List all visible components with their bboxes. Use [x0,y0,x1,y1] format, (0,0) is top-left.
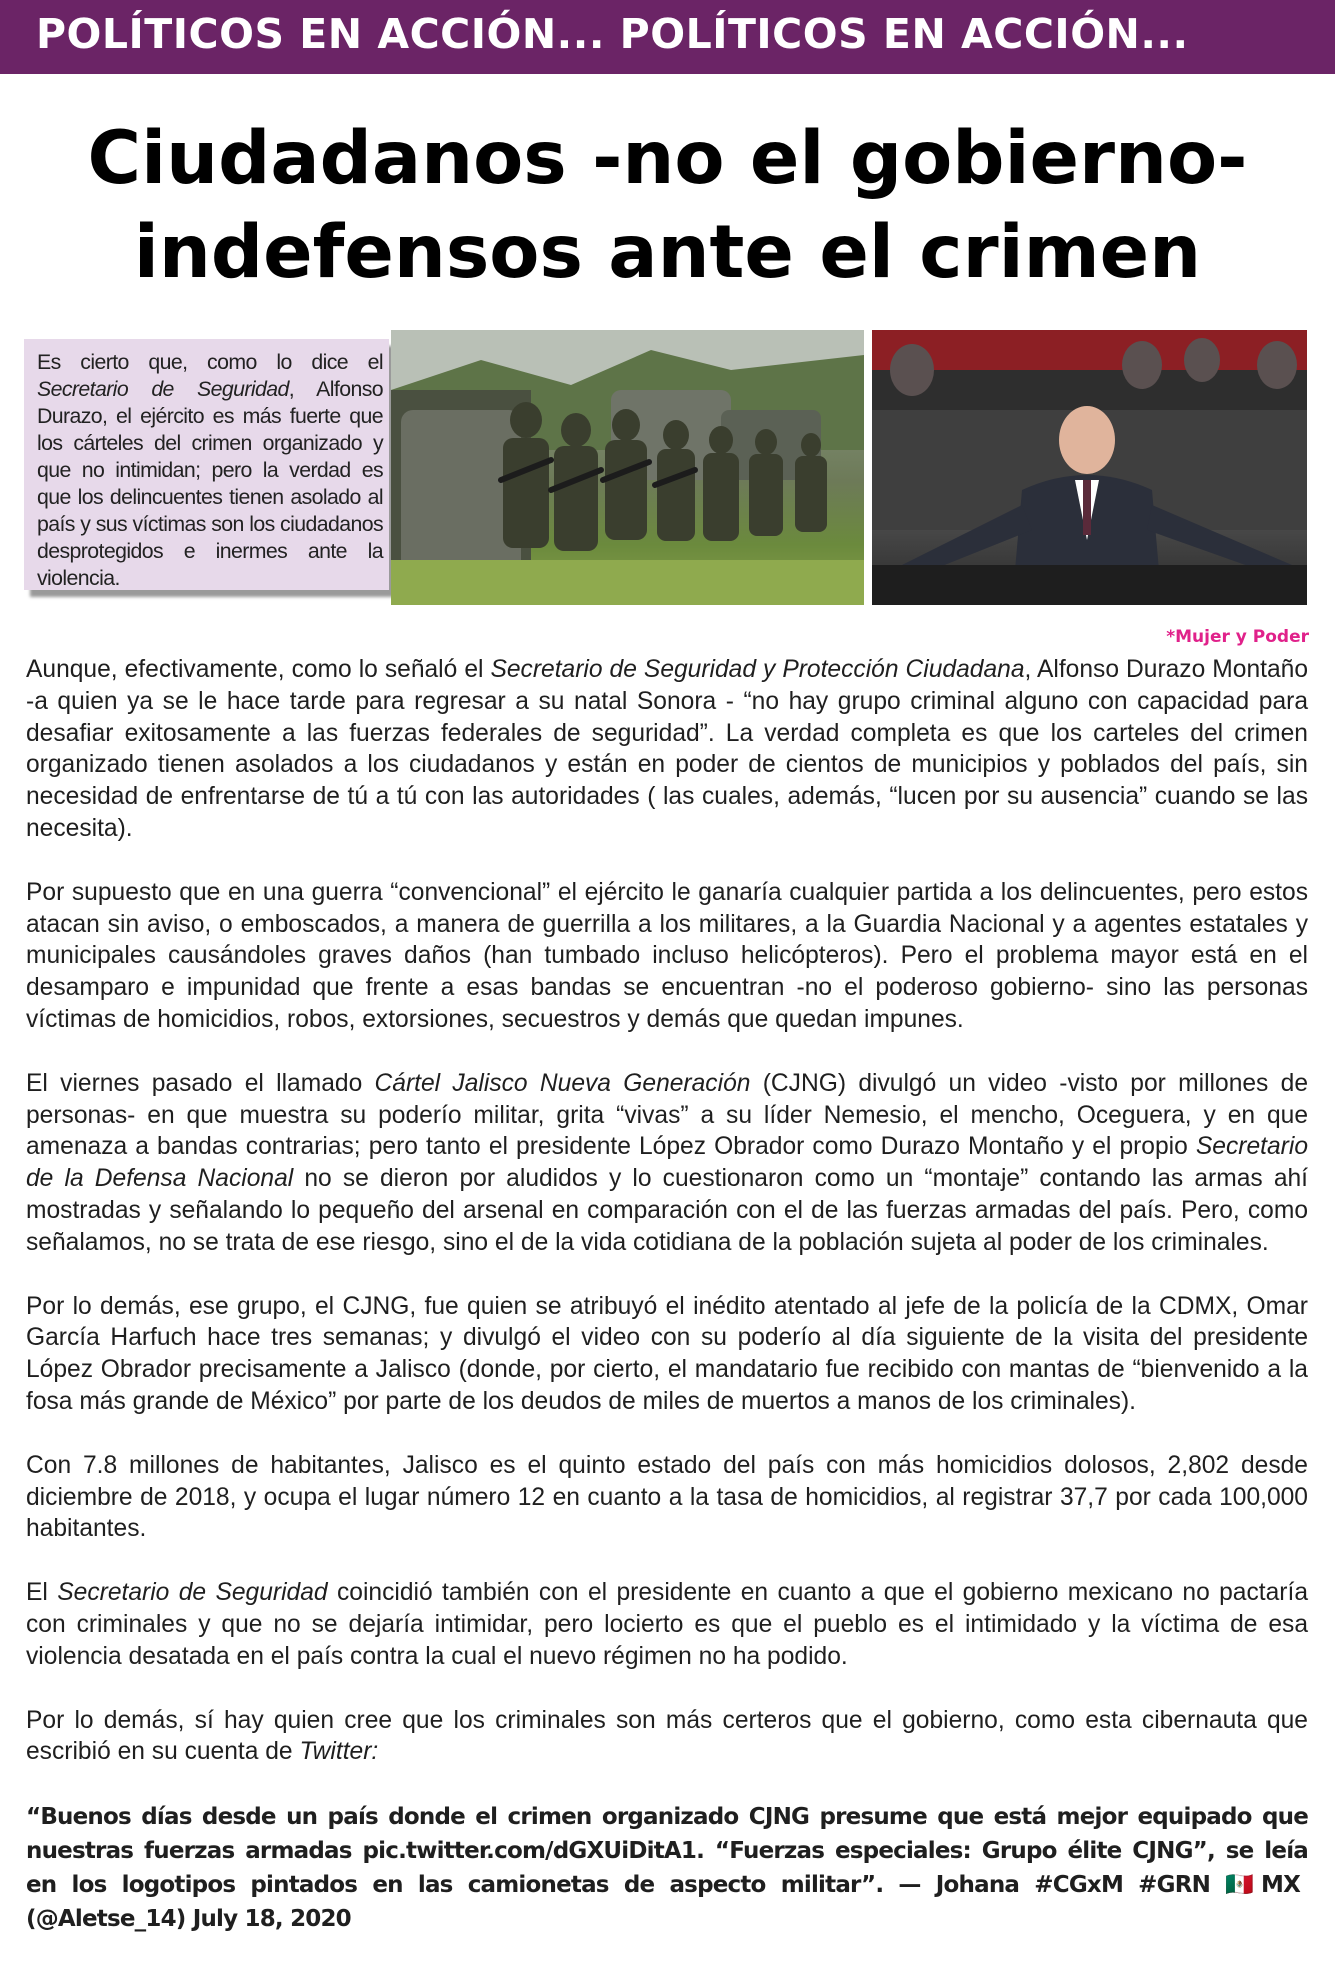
paragraph-6 [26,1577,1308,1672]
summary-text-italic: Secretario de Seguridad [37,377,289,401]
text-italic: Twitter: [299,1738,379,1766]
text-part: coincidió también con el presidente en cuanto a que el gobierno mexicano no pactaría con criminales y que no se dejaría intimidar, pero locierto es que el pueblo es el intimidado y la víctima de esa violencia desatada en el país contra la cual el nuevo régimen no ha podido. [26,1579,1308,1670]
banner-text: POLÍTICOS EN ACCIÓN... POLÍTICOS EN ACCIÓN... [36,10,1189,58]
text-part: no se dieron por aludidos y lo cuestionaron como un “montaje” contando las armas ahí mostradas y señalando lo pequeño del arsenal en comparación con el de las fuerzas armadas del país. Pero, como señalamos, no se trata de ese riesgo, sino el de la vida cotidiana de la población sujeta al poder de los criminales. [26,1165,1309,1256]
summary-text-part: , Alfonso Durazo, el ejército es más fuerte que los cárteles del crimen organizado y que no intimidan; pero la verdad es que los delincuentes tienen asolado al país y sus víctimas son los ciudadanos desprotegidos e inermes ante la violencia. [37,377,383,590]
text-part: Por lo demás, sí hay quien cree que los criminales son más certeros que el gobierno, como esta cibernauta que escribió en su cuenta de [26,1706,1308,1766]
text-part: El [26,1579,58,1607]
paragraph-3 [26,1068,1308,1259]
paragraph-4: Por lo demás, ese grupo, el CJNG, fue quien se atribuyó el inédito atentado al jefe de la policía de la CDMX, Omar García Harfuch hace tres semanas; y divulgó el video con su poderío al día siguiente de la visita del presidente López Obrador precisamente a Jalisco (donde, por cierto, el mandatario fue recibido con mantas de “bienvenido a la fosa más grande de México” por parte de los deudos de miles de muertos a manos de los criminales). [26,1292,1308,1415]
secretary-photo [872,330,1307,605]
headline-line-1: Ciudadanos -no el gobierno- [87,116,1248,201]
headline [0,112,1335,300]
congress-illustration [872,330,1307,605]
summary-text-part: Es cierto que, como lo dice el [37,350,383,374]
text-italic: Cártel Jalisco Nueva Generación [374,1069,751,1097]
text-part: (CJNG) divulgó un video -visto por millones de personas- en que muestra su poderío militar, grita “vivas” a su líder Nemesio, el mencho, Oceguera, y en que amenaza a bandas contrarias; pero tanto el presidente López Obrador como Durazo Montaño y el propio [26,1069,1308,1161]
paragraph-7 [26,1705,1308,1769]
text-italic: Secretario de Seguridad [57,1579,328,1607]
soldiers-illustration [391,330,864,605]
paragraph-2: Por supuesto que en una guerra “convencional” el ejército le ganaría cualquier partida a los delincuentes, pero estos atacan sin aviso, o emboscados, a manera de guerrilla a los militares, a la Guardia Nacional y a agentes estatales y municipales causándoles graves daños (han tumbado incluso helicópteros). Pero el problema mayor está en el desamparo e impunidad que frente a esas bandas se encuentran -no el poderoso gobierno- sino las personas víctimas de homicidios, robos, extorsiones, secuestros y demás que quedan impunes. [26,878,1308,1033]
article-body [26,654,1308,1968]
paragraph-1 [26,654,1308,845]
source-credit: *Mujer y Poder [1166,627,1309,647]
tweet-quote: “Buenos días desde un país donde el crimen organizado CJNG presume que está mejor equipado que nuestras fuerzas armadas pic.twitter.com/dGXUiDitA1. “Fuerzas especiales: Grupo élite CJNG”, se leía en los logotipos pintados en las camionetas de aspecto militar”. — Johana #CGxM #GRN 🇲🇽MX (@Aletse_14) July 18, 2020 [26,1804,1308,1933]
text-part: , Alfonso Durazo Montaño -a quien ya se le hace tarde para regresar a su natal Sonora - “no hay grupo criminal alguno con capacidad para desafiar exitosamente a las fuerzas federales de seguridad”. La verdad completa es que los carteles del crimen organizado tienen asolados a los ciudadanos y están en poder de cientos de municipios y poblados del país, sin necesidad de enfrentarse de tú a tú con las autoridades ( las cuales, además, “lucen por su ausencia” cuando se las necesita). [26,656,1308,842]
paragraph-5: Con 7.8 millones de habitantes, Jalisco es el quinto estado del país con más homicidios dolosos, 2,802 desde diciembre de 2018, y ocupa el lugar número 12 en cuanto a la tasa de homicidios, al registrar 37,7 por cada 100,000 habitantes. [26,1451,1308,1543]
text-part: Aunque, efectivamente, como lo señaló el [26,656,491,683]
summary-text [37,349,383,592]
text-italic: Secretario de Seguridad y Protección Ciudadana [490,656,1025,683]
soldiers-photo [391,330,864,605]
section-banner [0,0,1335,74]
headline-line-2: indefensos ante el crimen [133,210,1202,295]
text-part: El viernes pasado el llamado [26,1069,375,1097]
text-italic: Secretario de la Defensa Nacional [26,1133,1308,1193]
summary-box [24,339,389,590]
